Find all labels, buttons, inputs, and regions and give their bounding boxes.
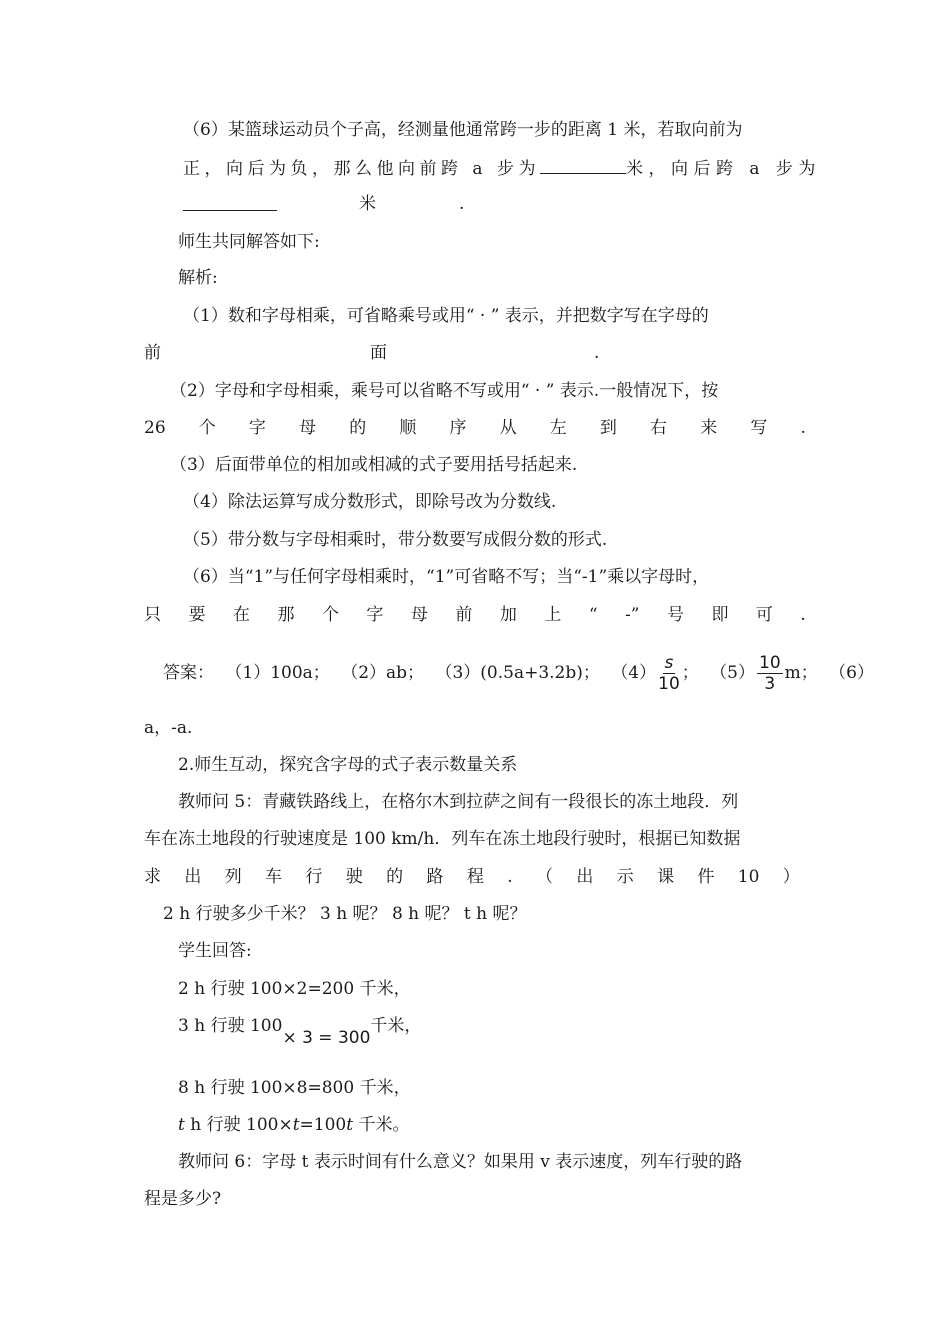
fraction-denominator: 10 [658, 674, 680, 694]
answer-1: （1）100a； [225, 663, 330, 683]
word: 的 [349, 418, 367, 438]
q6-forward-text: 正，向后为负，那么他向前跨 a 步为 [183, 159, 540, 179]
fraction-denominator: 3 [764, 674, 776, 694]
word: 只 [144, 605, 161, 625]
word: . [594, 343, 600, 363]
word: . [507, 867, 513, 887]
word: 从 [499, 418, 517, 438]
teacher-q6-line-1: 教师问 6：字母 t 表示时间有什么意义？如果用 v 表示速度，列车行驶的路 [178, 1152, 743, 1172]
analysis-4: （4）除法运算写成分数形式，即除号改为分数线. [183, 492, 557, 512]
word: 的 [386, 867, 404, 887]
word: 前 [455, 605, 473, 625]
semicolon: ； [681, 663, 699, 683]
word: 前 [144, 343, 161, 363]
q6-line-3 [183, 192, 463, 218]
answer-label: 答案： [163, 663, 214, 683]
word: 序 [449, 418, 467, 438]
word: 程 [466, 867, 484, 887]
q6-backward-text: 米，向后跨 a 步为 [625, 159, 821, 179]
word: 求 [144, 867, 161, 887]
word: 号 [666, 605, 684, 625]
word: 字 [366, 605, 384, 625]
answer-5-unit: m； [784, 663, 818, 683]
answer-4: （4） [611, 663, 657, 683]
result-th [178, 1113, 410, 1137]
word: 出 [184, 867, 202, 887]
analysis-label: 解析: [178, 268, 218, 288]
answer-3: （3）(0.5a+3.2b)； [435, 663, 600, 683]
word: 右 [650, 418, 668, 438]
word: 在 [232, 605, 250, 625]
word: 来 [700, 418, 718, 438]
word: 上 [544, 605, 562, 625]
analysis-6-line-2 [144, 603, 806, 627]
word: 列 [224, 867, 242, 887]
var-t: t [292, 1115, 300, 1135]
answer-line [163, 650, 874, 696]
word: 26 [144, 418, 166, 438]
q6-line-1: （6）某篮球运动员个子高，经测量他通常跨一步的距离 1 米，若取向前为 [183, 120, 743, 140]
analysis-1-line-1: （1）数和字母相乘，可省略乘号或用“ · ” 表示，并把数字写在字母的 [183, 306, 709, 326]
answer-continuation: a，-a. [144, 718, 193, 738]
q6-line-2 [183, 155, 821, 181]
fraction-numerator: s [664, 653, 674, 673]
word: 路 [426, 867, 444, 887]
word: 课 [657, 867, 675, 887]
result-2h: 2 h 行驶 100×2=200 千米， [178, 979, 411, 999]
word: 件 [697, 867, 715, 887]
word: ） [782, 867, 800, 887]
word: 个 [321, 605, 339, 625]
word: 顺 [399, 418, 417, 438]
word: “ [588, 605, 598, 625]
section-2-heading: 2.师生互动，探究含字母的式子表示数量关系 [178, 755, 518, 775]
word: 可 [755, 605, 773, 625]
result-3h-unit: 千米， [370, 1016, 422, 1036]
result-3h-text: 3 h 行驶 100 [178, 1016, 283, 1036]
word: 出 [576, 867, 594, 887]
analysis-2-line-2 [144, 416, 806, 440]
word: 写 [750, 418, 768, 438]
result-3h-math: × 3 = 300 [282, 1028, 371, 1048]
analysis-3: （3）后面带单位的相加或相减的式子要用括号括起来. [170, 455, 578, 475]
hours-question: 2 h 行驶多少千米？ 3 h 呢？ 8 h 呢？ t h 呢？ [163, 904, 527, 924]
backward-answer-blank [183, 192, 277, 211]
result-th-text-a: h 行驶 100× [184, 1115, 293, 1135]
result-th-text-b: =100 [299, 1115, 347, 1135]
word: 字 [248, 418, 266, 438]
word: . [800, 605, 806, 625]
together-heading: 师生共同解答如下: [178, 232, 320, 252]
word: 示 [616, 867, 634, 887]
word: 母 [299, 418, 317, 438]
answer-2: （2）ab； [341, 663, 425, 683]
word: 面 [370, 343, 387, 363]
q6-period: . [459, 194, 465, 214]
teacher-q5-line-2: 车在冻土地段的行驶速度是 100 km/h．列车在冻土地段行驶时，根据已知数据 [144, 829, 741, 849]
word: 即 [711, 605, 729, 625]
teacher-q5-line-1: 教师问 5：青藏铁路线上，在格尔木到拉萨之间有一段很长的冻土地段．列 [178, 792, 739, 812]
word: 加 [499, 605, 517, 625]
fraction-s-over-10 [658, 653, 680, 694]
teacher-q6-line-2: 程是多少? [144, 1189, 222, 1209]
word: 左 [549, 418, 567, 438]
fraction-numerator: 10 [759, 653, 781, 673]
result-8h: 8 h 行驶 100×8=800 千米， [178, 1078, 411, 1098]
word: 母 [410, 605, 428, 625]
forward-answer-blank [540, 155, 626, 174]
fraction-10-over-3 [757, 653, 783, 694]
result-th-text-c: 千米。 [353, 1115, 410, 1135]
word: 10 [737, 867, 760, 887]
var-t: t [346, 1115, 354, 1135]
word: . [800, 418, 806, 438]
word: 车 [265, 867, 283, 887]
teacher-q5-line-3 [144, 865, 800, 889]
word: 要 [188, 605, 206, 625]
q6-unit: 米 [359, 194, 376, 214]
var-t: t [178, 1115, 185, 1135]
word: 行 [305, 867, 323, 887]
word: （ [536, 867, 553, 887]
word: 到 [599, 418, 617, 438]
student-answer-label: 学生回答: [178, 941, 252, 961]
word: -” [625, 605, 640, 625]
result-3h [178, 1014, 422, 1048]
answer-6: （6） [829, 663, 874, 683]
analysis-6-line-1: （6）当“1”与任何字母相乘时，“1”可省略不写；当“-1”乘以字母时， [183, 567, 710, 587]
analysis-5: （5）带分数与字母相乘时，带分数要写成假分数的形式. [183, 530, 608, 550]
word: 那 [277, 605, 295, 625]
word: 个 [198, 418, 216, 438]
analysis-2-line-1: （2）字母和字母相乘，乘号可以省略不写或用“ · ” 表示.一般情况下，按 [170, 381, 719, 401]
word: 驶 [345, 867, 363, 887]
answer-5: （5） [710, 663, 755, 683]
